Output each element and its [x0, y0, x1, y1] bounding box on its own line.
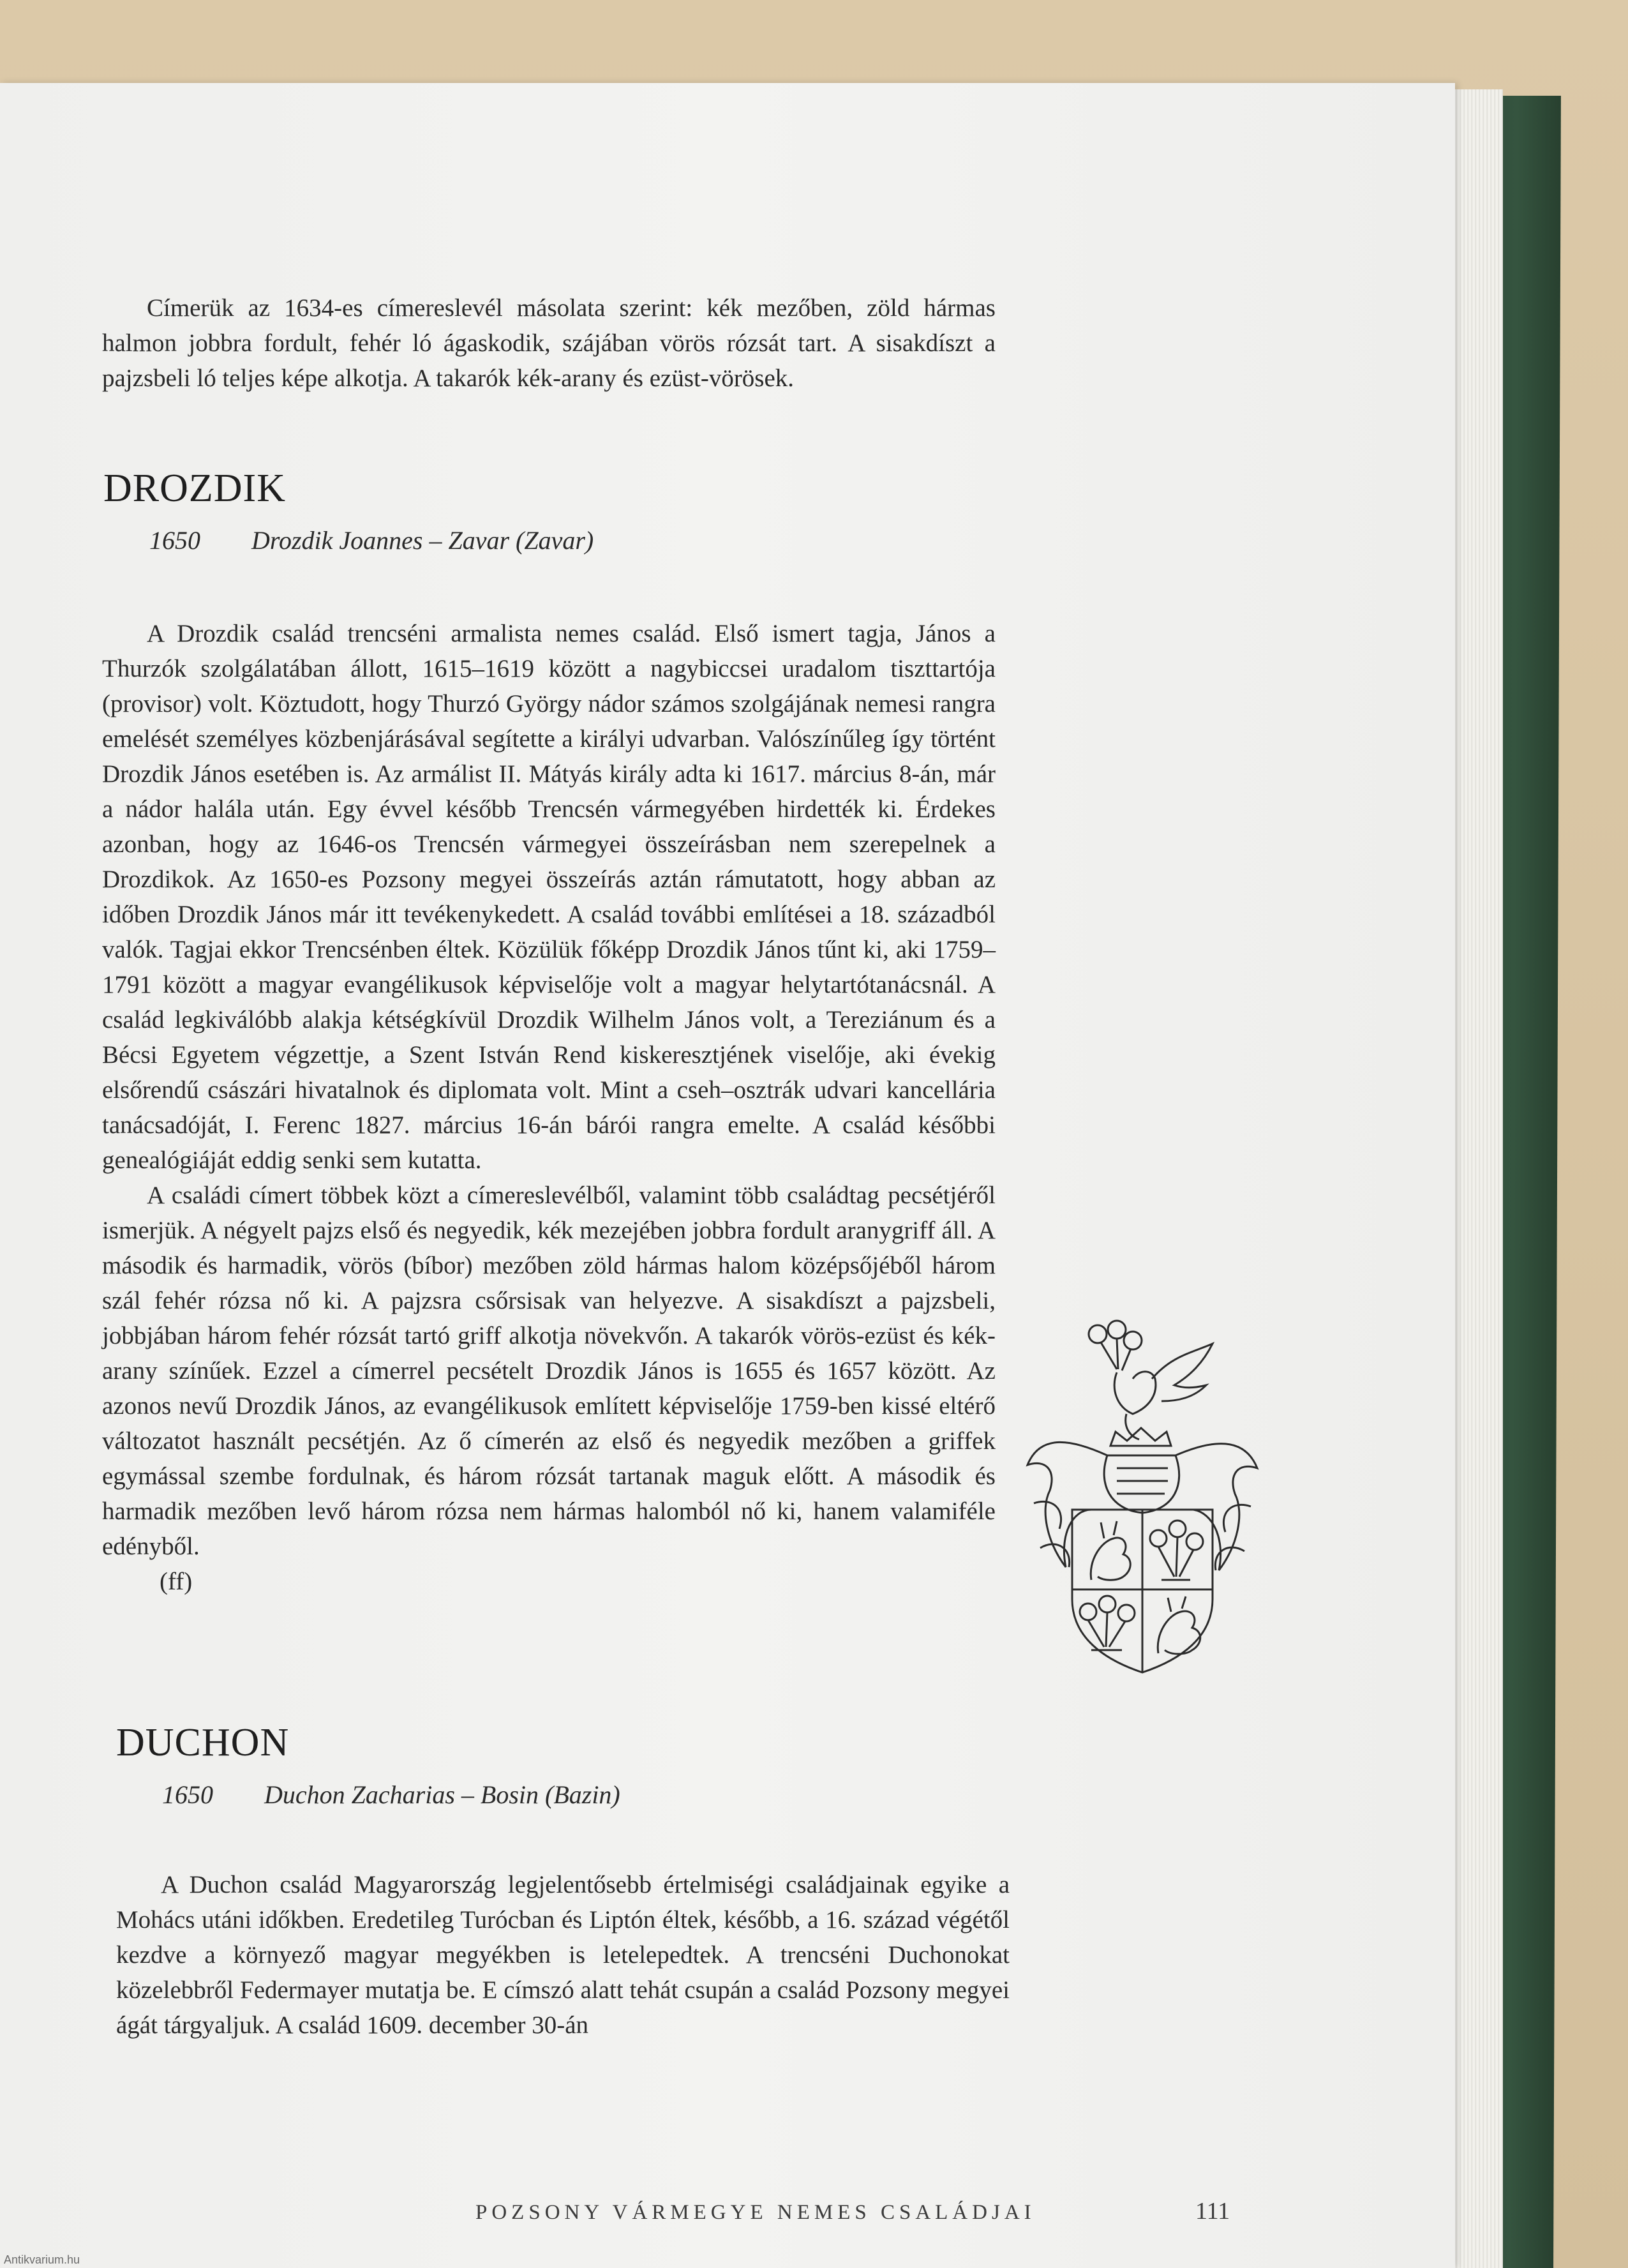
duchon-body [116, 1867, 1010, 2043]
entry-name: Drozdik Joannes – Zavar (Zavar) [251, 526, 594, 555]
drozdik-section [103, 466, 997, 555]
entry-name: Duchon Zacharias – Bosin (Bazin) [264, 1780, 620, 1809]
duchon-paragraph: A Duchon család Magyarország legjelentősebb értelmiségi családjainak egyike a Mohács utáni időkben. Eredetileg Turócban és Liptón éltek, később, a 16. század végétől kezdve a környező magyar megyékben is letelepedtek. A trencséni Duchonokat közelebbről Federmayer mutatja be. E címszó alatt tehát csupán a család Pozsony megyei ágát tárgyaljuk. A család 1609. december 30-án [116, 1871, 1010, 2039]
intro-paragraph: Címerük az 1634-es címereslevél másolata szerint: kék mezőben, zöld hármas halmon jobbra fordult, fehér ló ágaskodik, szájában vörös rózsát tart. A sisakdíszt a pajzsbeli ló teljes képe alkotja. A takarók kék-arany és ezüst-vörösek. [102, 294, 996, 392]
coat-of-arms-illustration [1021, 1318, 1264, 1676]
author-signature: (ff) [160, 1568, 193, 1595]
watermark: Antikvarium.hu [4, 2253, 80, 2266]
page-number: 111 [1195, 2198, 1230, 2225]
entry-line-drozdik [103, 525, 997, 555]
entry-line-duchon [116, 1780, 1010, 1810]
drozdik-paragraph-2: A családi címert többek közt a címereslevélből, valamint több családtag pecsétjéről ismerjük. A négyelt pajzs első és negyedik, kék mezejében jobbra fordult aranygriff áll. A második és harmadik, vörös (bíbor) mezőben zöld hármas halom középsőjéből három szál fehér rózsa nő ki. A pajzsra csőrsisak van helyezve. A sisakdíszt a pajzsbeli, jobbjában három fehér rózsát tartó griff alkotja növekvőn. A takarók vörös-ezüst és kék-arany színűek. Ezzel a címerrel pecsételt Drozdik János is 1655 és 1657 között. Az azonos nevű Drozdik János, az evangélikusok említett képviselője 1759-ben kissé eltérő változatot használt pecsétjén. Az ő címerén az első és negyedik mezőben a griffek egymással szembe fordulnak, és három rózsát tartanak maguk előtt. A második és harmadik mezőben levő három rózsa nem hármas halomból nő ki, hanem valamiféle edényből. [102, 1182, 996, 1560]
family-heading-duchon: DUCHON [116, 1721, 290, 1764]
running-title: POZSONY VÁRMEGYE NEMES CSALÁDJAI [475, 2201, 1036, 2224]
book-page [0, 83, 1455, 2268]
duchon-section [116, 1720, 1010, 1810]
entry-year: 1650 [149, 526, 200, 555]
drozdik-paragraph-1: A Drozdik család trencséni armalista nemes család. Első ismert tagja, János a Thurzók szolgálatában állott, 1615–1619 között a nagybiccsei uradalom tiszttartója (provisor) volt. Köztudott, hogy Thurzó György nádor számos szolgájának nemesi rangra emelését személyes közbenjárásával segítette a királyi udvarban. Valószínűleg így történt Drozdik János esetében is. Az armálist II. Mátyás király adta ki 1617. március 8-án, már a nádor halála után. Egy évvel később Trencsén vármegyében hirdették ki. Érdekes azonban, hogy az 1646-os Trencsén vármegyei összeírásban nem szerepelnek a Drozdikok. Az 1650-es Pozsony megyei összeírás aztán rámutatott, hogy abban az időben Drozdik János már itt tevékenykedett. A család további említései a 18. századból valók. Tagjai ekkor Trencsénben éltek. Közülük főképp Drozdik János tűnt ki, aki 1759–1791 között a magyar evangélikusok képviselője volt a magyar helytartótanácsnál. A család legkiválóbb alakja kétségkívül Drozdik Wilhelm János volt, a Tereziánum és a Bécsi Egyetem végzettje, a Szent István Rend kiskeresztjének viselője, aki évekig elsőrendű császári hivatalnok és diplomata volt. Mint a cseh–osztrák udvari kancellária tanácsadóját, I. Ferenc 1827. március 16-án bárói rangra emelte. A család későbbi genealógiáját eddig senki sem kutatta. [102, 620, 996, 1174]
family-heading-drozdik: DROZDIK [103, 467, 286, 510]
drozdik-body [102, 616, 996, 1599]
intro-section [102, 290, 996, 396]
entry-year: 1650 [162, 1780, 213, 1809]
